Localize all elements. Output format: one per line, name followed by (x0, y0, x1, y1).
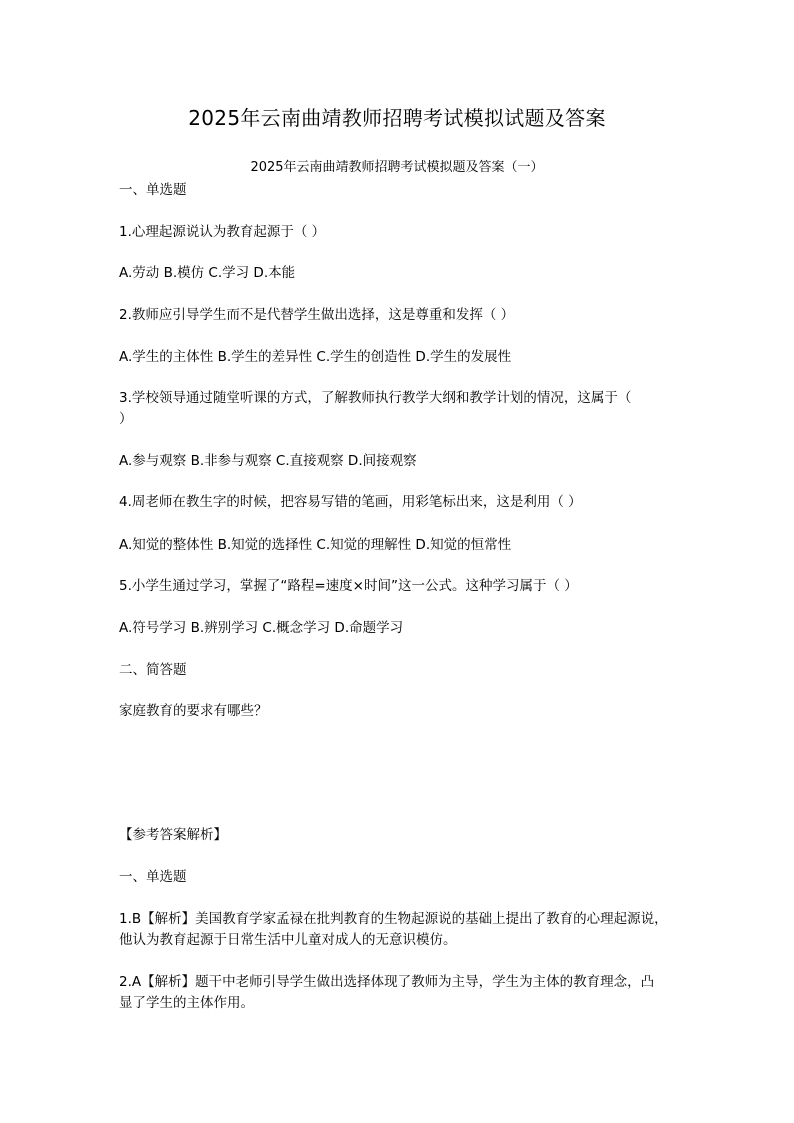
question-stem: 4.周老师在教生字的时候，把容易写错的笔画，用彩笔标出来，这是利用（ ） (119, 494, 582, 510)
question-stem-continuation: ） (119, 411, 133, 427)
question-options: A.劳动 B.模仿 C.学习 D.本能 (119, 265, 296, 281)
short-answer-question: 家庭教育的要求有哪些？ (119, 703, 268, 719)
question-options: A.符号学习 B.辨别学习 C.概念学习 D.命题学习 (119, 620, 404, 636)
answer-explanation-line: 2.A【解析】题干中老师引导学生做出选择体现了教师为主导，学生为主体的教育理念，凸 (119, 974, 655, 990)
answer-explanation-line: 显了学生的主体作用。 (119, 995, 254, 1011)
question-stem: 2.教师应引导学生而不是代替学生做出选择，这是尊重和发挥（ ） (119, 307, 515, 323)
question-stem: 5.小学生通过学习，掌握了“路程=速度×时间”这一公式。这种学习属于（ ） (119, 578, 578, 594)
document-subtitle: 2025年云南曲靖教师招聘考试模拟题及答案（一） (250, 160, 544, 175)
section-heading-single-choice: 一、单选题 (119, 182, 187, 198)
question-options: A.学生的主体性 B.学生的差异性 C.学生的创造性 D.学生的发展性 (119, 349, 512, 365)
question-options: A.参与观察 B.非参与观察 C.直接观察 D.间接观察 (119, 453, 417, 469)
question-options: A.知觉的整体性 B.知觉的选择性 C.知觉的理解性 D.知觉的恒常性 (119, 537, 512, 553)
answer-subsection-heading: 一、单选题 (119, 869, 187, 885)
answer-section-heading: 【参考答案解析】 (119, 827, 227, 843)
question-stem: 3.学校领导通过随堂听课的方式，了解教师执行教学大纲和教学计划的情况，这属于（ (119, 390, 632, 406)
question-stem: 1.心理起源说认为教育起源于（ ） (119, 224, 326, 240)
document-title: 2025年云南曲靖教师招聘考试模拟试题及答案 (188, 106, 606, 130)
section-heading-short-answer: 二、简答题 (119, 662, 187, 678)
answer-explanation-line: 他认为教育起源于日常生活中儿童对成人的无意识模仿。 (119, 932, 457, 948)
answer-explanation-line: 1.B【解析】美国教育学家孟禄在批判教育的生物起源说的基础上提出了教育的心理起源说， (119, 911, 668, 927)
